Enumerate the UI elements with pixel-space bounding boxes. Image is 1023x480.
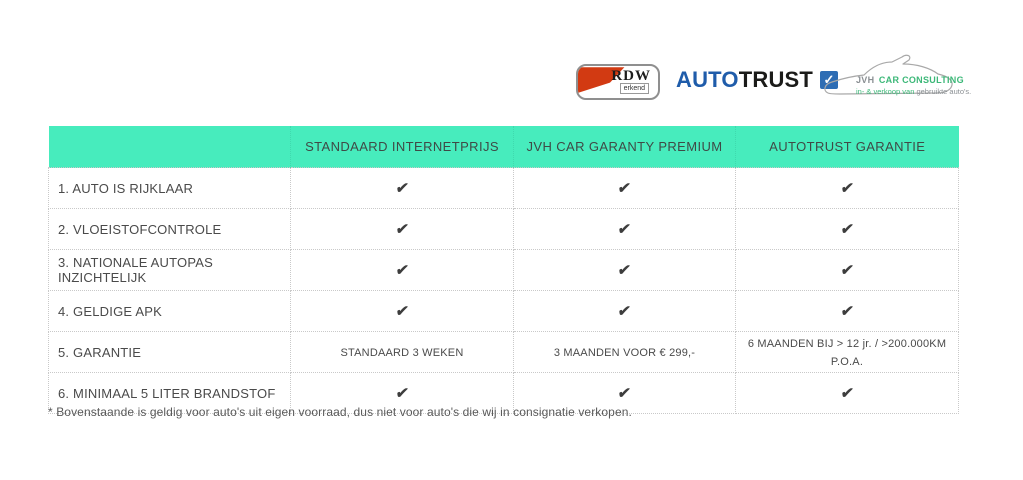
check-icon: ✔ <box>616 261 632 279</box>
check-cell <box>291 250 514 291</box>
check-icon: ✔ <box>394 220 410 238</box>
check-icon: ✔ <box>839 220 855 238</box>
check-cell <box>736 168 959 209</box>
column-header-empty <box>49 126 291 168</box>
check-icon: ✔ <box>616 220 632 238</box>
jvh-logo-text <box>856 74 971 97</box>
comparison-table <box>48 126 959 414</box>
autotrust-logo <box>676 67 838 93</box>
table-row <box>49 168 959 209</box>
value-text: STANDAARD 3 WEKEN <box>340 347 464 359</box>
column-header-standaard-internetprijs: STANDAARD INTERNETPRIJS <box>291 126 514 168</box>
logo-strip <box>0 0 1023 115</box>
value-cell <box>736 332 959 373</box>
row-label: 4. GELDIGE APK <box>49 291 291 332</box>
jvh-logo-tagline: CAR CONSULTING <box>878 75 964 85</box>
check-icon: ✔ <box>616 384 632 402</box>
check-icon: ✔ <box>839 302 855 320</box>
check-cell <box>736 209 959 250</box>
column-header-autotrust-garantie: AUTOTRUST GARANTIE <box>736 126 959 168</box>
jvh-car-consulting-logo <box>820 53 972 105</box>
check-icon: ✔ <box>839 179 855 197</box>
check-cell <box>291 291 514 332</box>
table-body <box>49 168 959 414</box>
rdw-logo <box>576 64 660 100</box>
row-label: 5. GARANTIE <box>49 332 291 373</box>
check-cell <box>514 209 736 250</box>
check-cell <box>514 291 736 332</box>
rdw-logo-subtitle: erkend <box>620 83 649 94</box>
jvh-logo-name: JVH <box>856 75 875 85</box>
header-row <box>49 126 959 168</box>
value-cell <box>291 332 514 373</box>
check-icon: ✔ <box>839 261 855 279</box>
table-row <box>49 209 959 250</box>
value-text: 6 MAANDEN BIJ > 12 jr. / >200.000KM P.O.A. <box>747 338 947 368</box>
table-row <box>49 332 959 373</box>
jvh-logo-subtitle-primary: in- & verkoop van <box>856 87 915 96</box>
column-header-jvh-car-garanty-premium: JVH CAR GARANTY PREMIUM <box>514 126 736 168</box>
check-icon: ✔ <box>839 384 855 402</box>
check-cell <box>736 373 959 414</box>
check-cell <box>291 209 514 250</box>
jvh-logo-subtitle <box>856 87 971 97</box>
footnote: * Bovenstaande is geldig voor auto's uit eigen voorraad, dus niet voor auto's die wij in consignatie verkopen. <box>48 405 632 419</box>
value-cell <box>514 332 736 373</box>
table-header <box>49 126 959 168</box>
row-label: 6. MINIMAAL 5 LITER BRANDSTOF <box>49 373 291 414</box>
check-cell <box>514 250 736 291</box>
jvh-logo-subtitle-secondary: gebruikte auto's. <box>916 87 972 96</box>
table-row <box>49 250 959 291</box>
check-icon: ✔ <box>394 302 410 320</box>
check-cell <box>736 291 959 332</box>
row-label: 3. NATIONALE AUTOPAS INZICHTELIJK <box>49 250 291 291</box>
rdw-logo-title: RDW <box>611 68 651 84</box>
check-cell <box>736 250 959 291</box>
autotrust-word-auto: AUTO <box>676 67 739 92</box>
check-cell <box>291 168 514 209</box>
value-text: 3 MAANDEN VOOR € 299,- <box>553 347 696 359</box>
check-icon: ✔ <box>394 384 410 402</box>
check-icon: ✔ <box>394 261 410 279</box>
row-label: 1. AUTO IS RIJKLAAR <box>49 168 291 209</box>
table-row <box>49 291 959 332</box>
check-icon: ✔ <box>394 179 410 197</box>
check-icon: ✔ <box>616 302 632 320</box>
check-cell <box>514 168 736 209</box>
check-icon: ✔ <box>616 179 632 197</box>
row-label: 2. VLOEISTOFCONTROLE <box>49 209 291 250</box>
autotrust-word-trust: TRUST <box>738 67 814 92</box>
autotrust-check-icon: ✓ <box>820 71 838 89</box>
